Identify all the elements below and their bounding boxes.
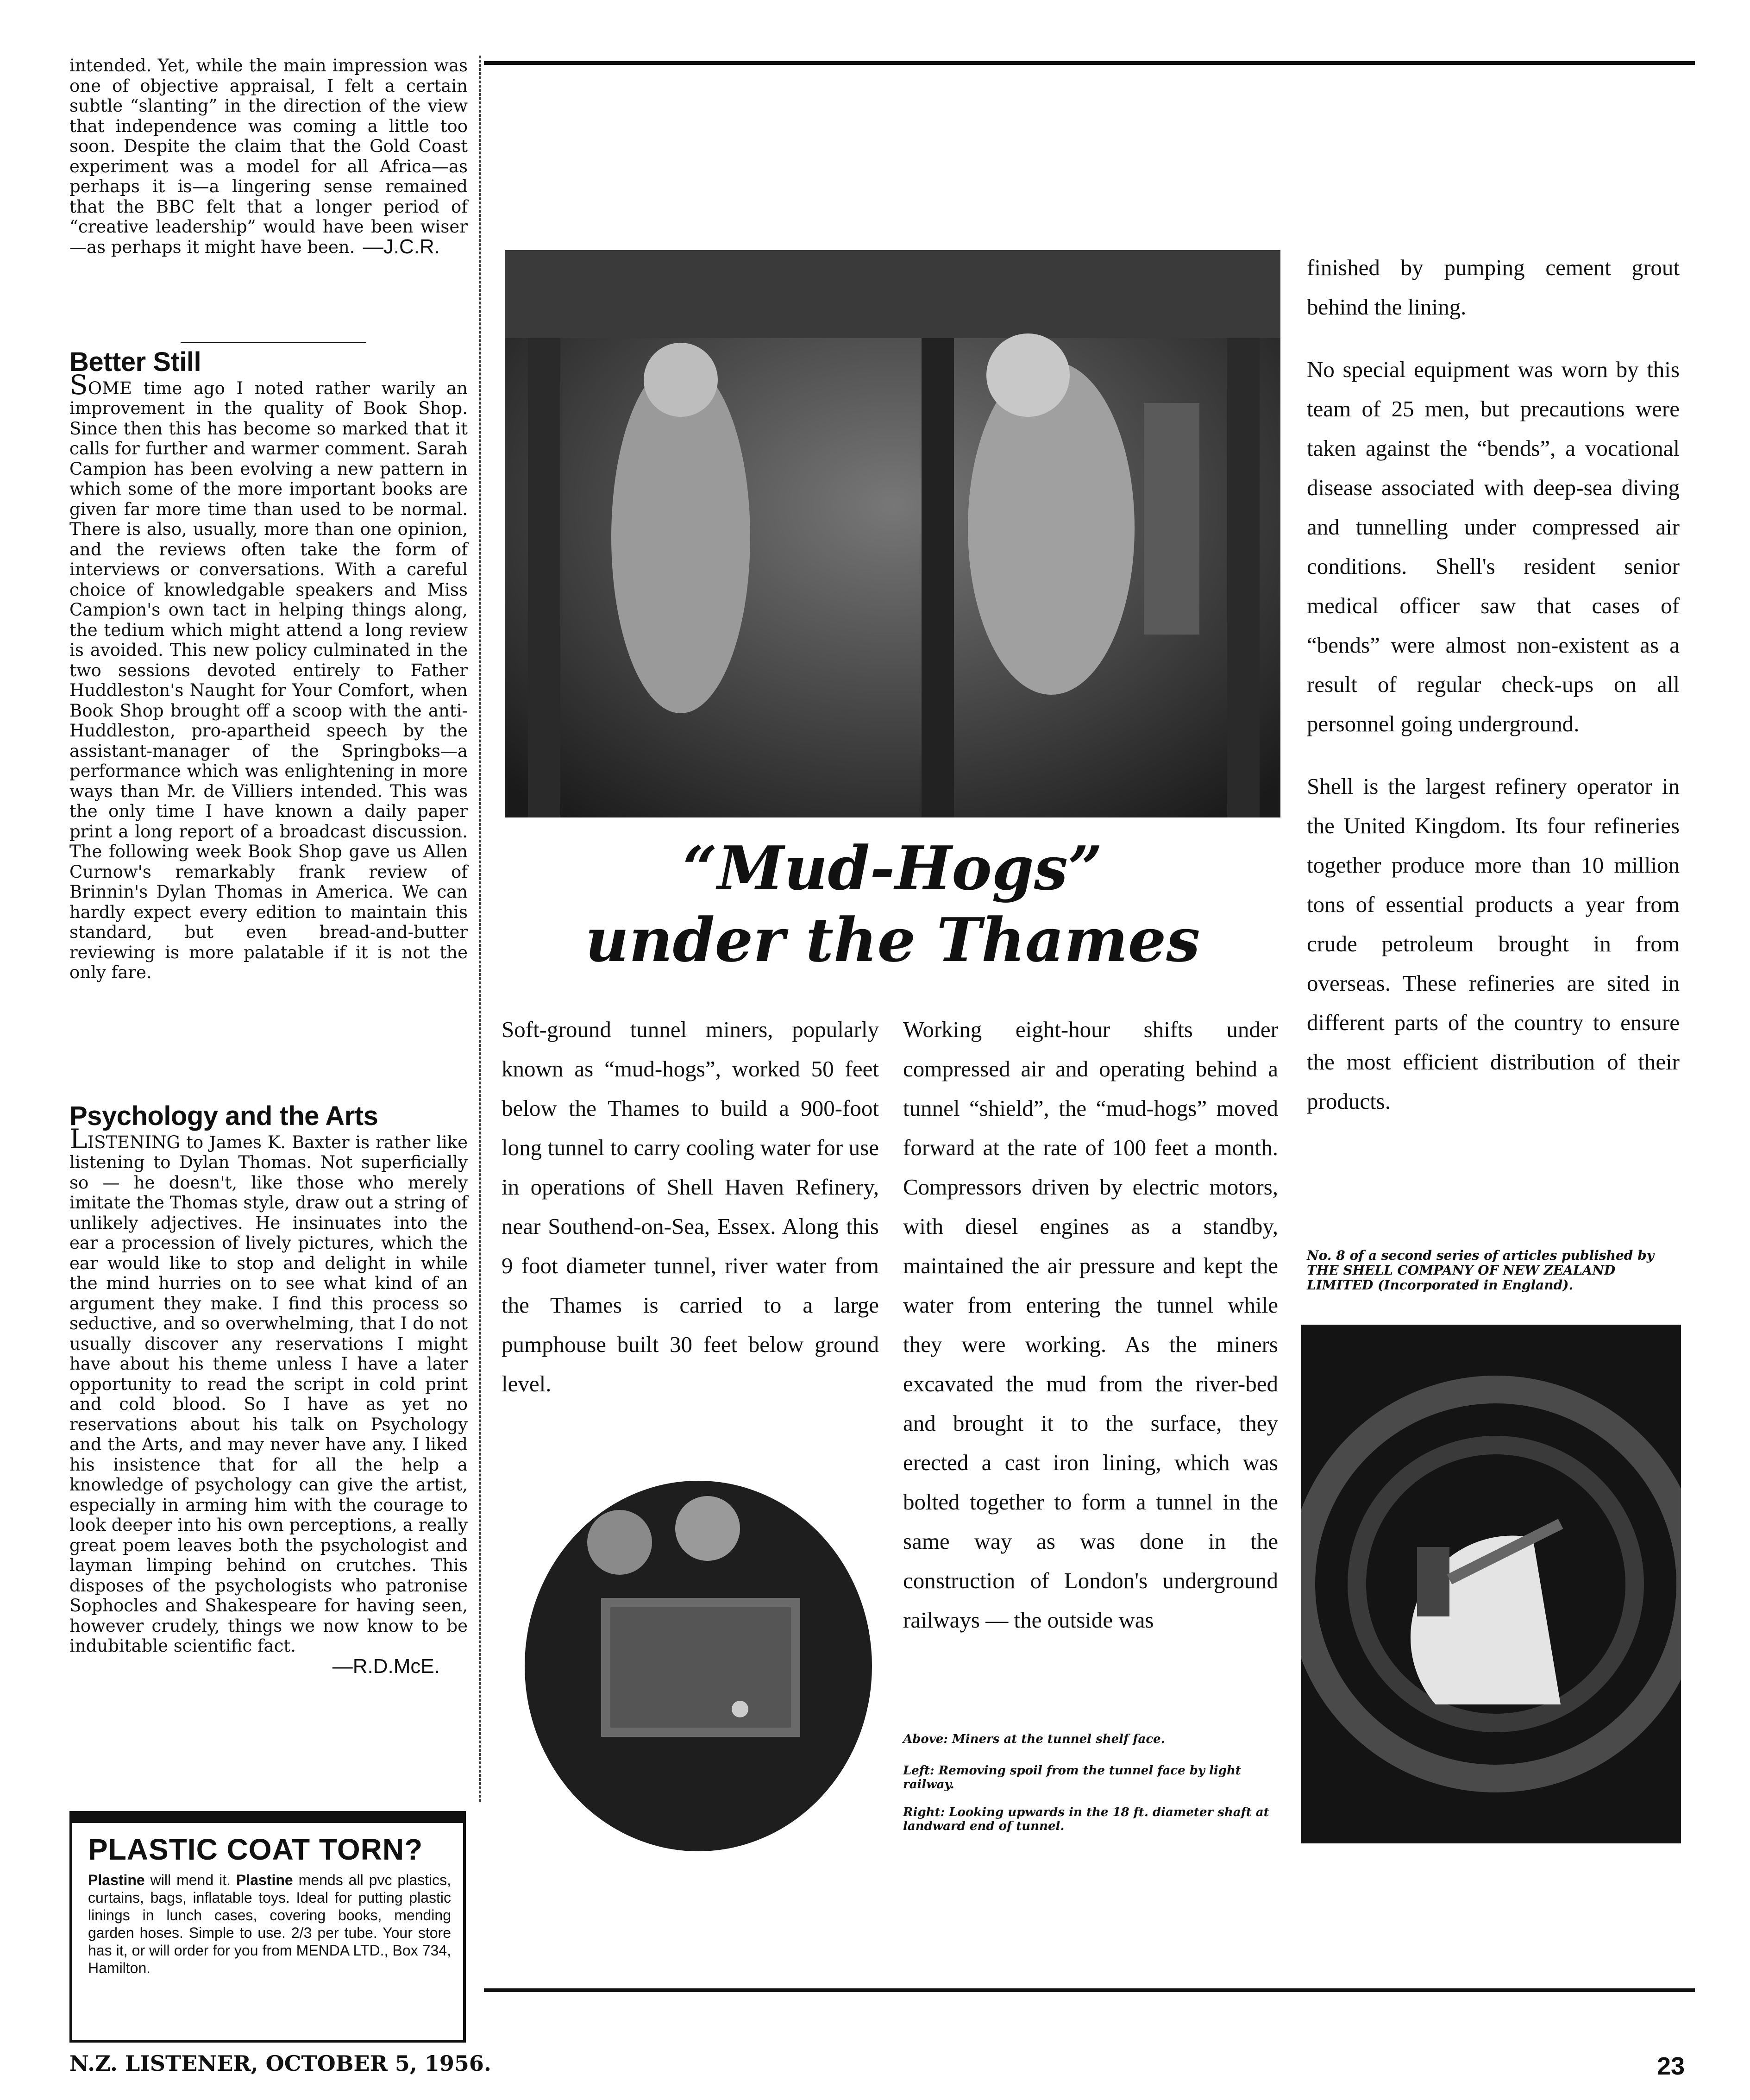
section-text: time ago I noted rather warily an improvement in the quality of Book Shop. Since then this has become so marked that it calls for further and warmer comment. Sarah Campion has been evolving a new pattern in which some of the more important books are given far more time than used to be normal. There is also, usually, more than one opinion, and the reviews often take the form of interviews or conversations. With a careful choice of knowledgable speakers and Miss Campion's own tact in helping things along, the tedium which might attend a long review is avoided. This new policy culminated in the two sessions devoted entirely to Father Huddleston's Naught for Your Comfort, when Book Shop brought off a scoop with the anti-Huddleston, pro-apartheid speech by the assistant-manager of the Springboks—a performance which was enlightening in more ways than Mr. de Villiers intended. This was the only time I have known a daily paper print a long report of a broadcast discussion. The following week Book Shop gave us Allen Curnow's remarkably frank review of Brinnin's Dylan Thomas in America. We can hardly expect every edition to maintain this standard, but even bread-and-butter reviewing is more palatable if it is not the only fare. — [69, 378, 468, 982]
section-psychology-arts — [69, 1101, 468, 1678]
divider — [181, 342, 366, 343]
miners-photo-image — [505, 250, 1280, 817]
caption-above — [903, 1732, 1278, 1746]
railway-photo-image — [522, 1478, 874, 1855]
feature-col2-text: Working eight-hour shifts under compressed air and operating behind a tunnel “shield”, the “mud-hogs” moved forward at the rate of 100 feet a month. Compressors driven by electric motors, with diesel engines as a standby, maintained the air pressure and kept the water from entering the tunnel while they were working. As the miners excavated the mud from the river-bed and brought it to the surface, they erected a cast iron lining, which was bolted together to form a tunnel in the same way as was done in the construction of London's underground railways — the outside was — [903, 1017, 1278, 1633]
ad-text — [88, 1871, 451, 1977]
ad-headline: PLASTIC COAT TORN? — [88, 1833, 423, 1866]
section-heading: Better Still — [69, 347, 201, 377]
photo-shaft-upwards — [1301, 1325, 1681, 1843]
caption-label: Above: — [903, 1732, 948, 1746]
left-column-intro — [69, 56, 468, 257]
feature-column-2 — [903, 1010, 1278, 1663]
caption-text: Looking upwards in the 18 ft. diameter shaft at landward end of tunnel. — [903, 1805, 1269, 1833]
panel-bottom-rule — [484, 1988, 1695, 1992]
caption-label: Left: — [903, 1764, 935, 1778]
brand-name: Plastine — [236, 1872, 293, 1888]
section-heading: Psychology and the Arts — [69, 1101, 378, 1131]
intro-signature: —J.C.R. — [363, 235, 440, 258]
ad-text-1: will mend it. — [144, 1872, 236, 1888]
feature-title-line2: under the Thames — [585, 905, 1200, 975]
feature-column-3 — [1307, 248, 1680, 1144]
brand-name: Plastine — [88, 1872, 145, 1888]
caption-text: Removing spoil from the tunnel face by light railway. — [903, 1764, 1241, 1792]
ad-text-2: mends all pvc plastics, curtains, bags, inflatable toys. Ideal for putting plastic linings in lunch cases, covering books, mending garden hoses. Simple to use. 2/3 per tube. Your store has it, or will order for you from MENDA LTD., Box 734, Hamilton. — [88, 1872, 452, 1976]
section-body — [69, 1123, 468, 1656]
section-text: to James K. Baxter is rather like listening to Dylan Thomas. Not superficially so — he doesn't, like those who merely imitate the Thomas style, draw out a string of unlikely adjectives. He insinuates into the ear a procession of lively pictures, which the ear would like to stop and delight in while the mind hurries on to see what kind of an argument they make. I find this process so seductive, and so overwhelming, that I do not usually discover any reservations I might have about his theme unless I have a later opportunity to read the script in cold print and cold blood. So I have as yet no reservations about his talk on Psychology and the Arts, and may never have any. I liked his insistence that for all the help a knowledge of psychology can give the artist, especially in arming him with the courage to look deeper into his own perceptions, a really great poem leaves both the psychologist and layman limping behind on crutches. This disposes of the psychologists who patronise Sophocles and Shakespeare for having seen, however crudely, things we now know to be indubitable scientific fact. — [69, 1132, 468, 1656]
caption-left — [903, 1764, 1278, 1792]
panel-top-rule — [484, 61, 1695, 65]
section-body — [69, 369, 468, 983]
column-rule — [479, 56, 481, 1802]
caption-text: Miners at the tunnel shelf face. — [947, 1732, 1165, 1746]
lead-word: ISTENING — [87, 1132, 181, 1152]
feature-col1-text: Soft-ground tunnel miners, popularly known as “mud-hogs”, worked 50 feet below the Thames to build a 900-foot long tunnel to carry cooling water for use in operations of Shell Haven Refinery, near Southend-on-Sea, Essex. Along this 9 foot diameter tunnel, river water from the Thames is carried to a large pumphouse built 30 feet below ground level. — [502, 1017, 879, 1396]
section-signature: —R.D.McE. — [332, 1654, 440, 1678]
feature-col3-para3: Shell is the largest refinery operator in the United Kingdom. Its four refineries together produce more than 10 million tons of essential products a year from crude petroleum brought in from overseas. These refineries are sited in different parts of the country to ensure the most efficient distribution of their products. — [1307, 773, 1680, 1114]
plastine-ad — [69, 1811, 466, 2043]
intro-text: intended. Yet, while the main impression was one of objective appraisal, I felt a certain subtle “slanting” in the direction of the view that independence was coming a little too soon. Despite the claim that the Gold Coast experiment was a model for all Africa—as perhaps it is—a lingering sense remained that the BBC felt that a longer period of “creative leadership” would have been wiser—as perhaps it might have been. — [69, 56, 468, 257]
feature-col3-para1: finished by pumping cement grout behind the lining. — [1307, 255, 1680, 320]
feature-col3-para2: No special equipment was worn by this team of 25 men, but precautions were taken against the “bends”, a vocational disease associated with deep-sea diving and tunnelling under compressed air conditions. Shell's resident senior medical officer saw that cases of “bends” were almost non-existent as a result of regular check-ups on all personnel going underground. — [1307, 357, 1680, 736]
caption-label: Right: — [903, 1805, 945, 1819]
caption-right — [903, 1805, 1278, 1833]
issue-dateline: N.Z. LISTENER, OCTOBER 5, 1956. — [69, 2051, 491, 2076]
lead-word: OME — [88, 378, 132, 398]
feature-title-line1: “Mud-Hogs” — [683, 833, 1103, 904]
feature-column-1 — [502, 1010, 879, 1427]
dropcap: L — [69, 1123, 88, 1155]
photo-miners-shelf-face — [505, 250, 1280, 817]
dropcap: S — [69, 369, 88, 401]
photo-light-railway — [522, 1478, 874, 1855]
shaft-photo-image — [1301, 1325, 1681, 1843]
page-number: 23 — [1657, 2052, 1685, 2080]
series-note: No. 8 of a second series of articles published by THE SHELL COMPANY OF NEW ZEALAND LIMITED (Incorporated in England). — [1307, 1248, 1654, 1293]
section-better-still — [69, 347, 468, 983]
